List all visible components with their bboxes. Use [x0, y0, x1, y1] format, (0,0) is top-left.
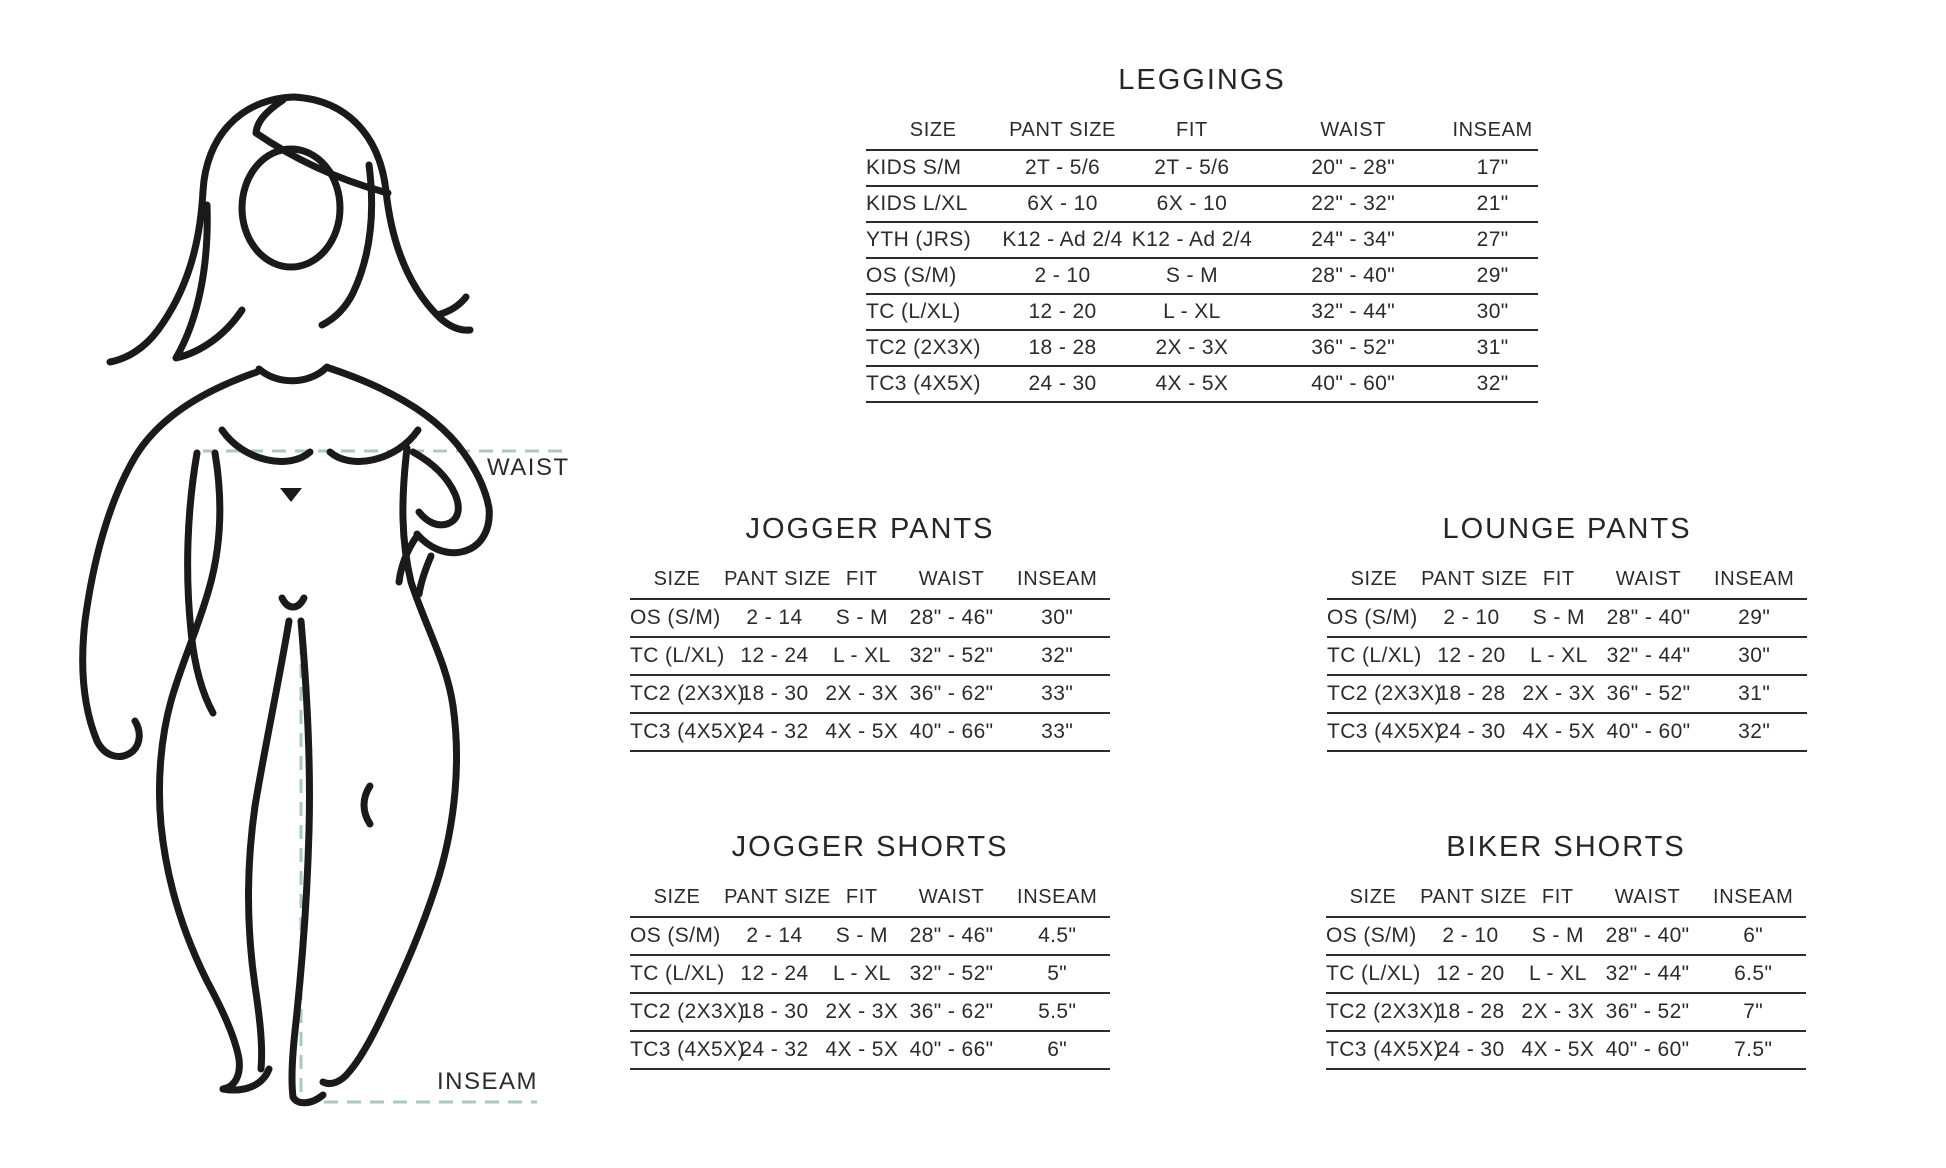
value-cell: 40" - 66" [899, 713, 1005, 751]
woman-figure-illustration [40, 30, 620, 1160]
size-cell: TC3 (4X5X) [1327, 713, 1421, 751]
value-cell: 30" [1701, 637, 1807, 675]
table-row [630, 917, 1110, 955]
leggings-size-chart [866, 62, 1538, 403]
size-cell: YTH (JRS) [866, 222, 1000, 258]
size-cell: OS (S/M) [630, 599, 724, 637]
col-header-size: SIZE [1327, 561, 1421, 599]
size-cell: TC2 (2X3X) [866, 330, 1000, 366]
jogger-shorts-table [630, 879, 1110, 1070]
size-cell: TC2 (2X3X) [1326, 993, 1420, 1031]
col-header-pant-size: PANT SIZE [724, 561, 825, 599]
table-row [866, 222, 1538, 258]
table-title-lounge-pants: LOUNGE PANTS [1442, 513, 1692, 545]
col-header-inseam: INSEAM [1004, 561, 1110, 599]
table-row [1327, 713, 1807, 751]
table-row [1326, 917, 1806, 955]
size-cell: TC2 (2X3X) [1327, 675, 1421, 713]
value-cell: 6X - 10 [1000, 186, 1124, 222]
table-row [866, 186, 1538, 222]
col-header-pant-size: PANT SIZE [1420, 879, 1521, 917]
value-cell: 18 - 28 [1421, 675, 1522, 713]
value-cell: 21" [1447, 186, 1538, 222]
value-cell: 33" [1004, 713, 1110, 751]
value-cell: 24 - 30 [1420, 1031, 1521, 1069]
value-cell: 7.5" [1700, 1031, 1806, 1069]
size-cell: TC (L/XL) [630, 637, 724, 675]
table-row [1326, 993, 1806, 1031]
col-header-inseam: INSEAM [1004, 879, 1110, 917]
table-title-jogger-pants: JOGGER PANTS [745, 513, 995, 545]
value-cell: L - XL [1522, 637, 1596, 675]
table-row [1327, 599, 1807, 637]
value-cell: 5" [1004, 955, 1110, 993]
value-cell: 2 - 10 [1421, 599, 1522, 637]
value-cell: 40" - 60" [1596, 713, 1702, 751]
size-cell: TC2 (2X3X) [630, 993, 724, 1031]
table-row [866, 330, 1538, 366]
value-cell: 40" - 60" [1595, 1031, 1701, 1069]
value-cell: 12 - 20 [1000, 294, 1124, 330]
size-cell: TC3 (4X5X) [866, 366, 1000, 402]
value-cell: 36" - 52" [1595, 993, 1701, 1031]
size-cell: TC3 (4X5X) [1326, 1031, 1420, 1069]
value-cell: 12 - 20 [1420, 955, 1521, 993]
value-cell: 31" [1701, 675, 1807, 713]
value-cell: 32" - 44" [1596, 637, 1702, 675]
value-cell: 2T - 5/6 [1000, 150, 1124, 186]
biker-shorts-table [1326, 879, 1806, 1070]
value-cell: 6" [1700, 917, 1806, 955]
value-cell: 18 - 30 [724, 675, 825, 713]
jogger-pants-size-chart [630, 511, 1110, 752]
jogger-shorts-size-chart [630, 829, 1110, 1070]
value-cell: 40" - 60" [1259, 366, 1447, 402]
col-header-size: SIZE [1326, 879, 1420, 917]
value-cell: 2X - 3X [825, 675, 899, 713]
value-cell: S - M [825, 917, 899, 955]
value-cell: 32" - 44" [1259, 294, 1447, 330]
value-cell: 24 - 30 [1000, 366, 1124, 402]
header-row [866, 112, 1538, 150]
size-cell: KIDS S/M [866, 150, 1000, 186]
value-cell: 28" - 40" [1596, 599, 1702, 637]
value-cell: 30" [1447, 294, 1538, 330]
table-row [1326, 955, 1806, 993]
value-cell: 2T - 5/6 [1125, 150, 1259, 186]
value-cell: 6.5" [1700, 955, 1806, 993]
value-cell: L - XL [825, 637, 899, 675]
col-header-pant-size: PANT SIZE [1421, 561, 1522, 599]
value-cell: 32" [1701, 713, 1807, 751]
value-cell: 18 - 28 [1420, 993, 1521, 1031]
table-title-biker-shorts: BIKER SHORTS [1446, 831, 1686, 863]
value-cell: 36" - 62" [899, 675, 1005, 713]
value-cell: S - M [825, 599, 899, 637]
value-cell: 28" - 40" [1595, 917, 1701, 955]
size-cell: TC3 (4X5X) [630, 1031, 724, 1069]
value-cell: 2 - 10 [1420, 917, 1521, 955]
header-row [630, 879, 1110, 917]
inseam-measurement-label: INSEAM [437, 1068, 539, 1095]
value-cell: 18 - 30 [724, 993, 825, 1031]
value-cell: 6" [1004, 1031, 1110, 1069]
table-row [1327, 675, 1807, 713]
table-row [630, 675, 1110, 713]
table-title-jogger-shorts: JOGGER SHORTS [731, 831, 1009, 863]
size-cell: TC (L/XL) [1327, 637, 1421, 675]
value-cell: 2 - 14 [724, 599, 825, 637]
value-cell: S - M [1521, 917, 1595, 955]
value-cell: 32" - 52" [899, 637, 1005, 675]
size-cell: TC (L/XL) [866, 294, 1000, 330]
value-cell: 4.5" [1004, 917, 1110, 955]
value-cell: 4X - 5X [825, 713, 899, 751]
col-header-waist: WAIST [1259, 112, 1447, 150]
biker-shorts-size-chart [1326, 829, 1806, 1070]
header-row [630, 561, 1110, 599]
value-cell: 4X - 5X [1522, 713, 1596, 751]
value-cell: 29" [1701, 599, 1807, 637]
table-row [866, 258, 1538, 294]
value-cell: 24" - 34" [1259, 222, 1447, 258]
col-header-fit: FIT [825, 561, 899, 599]
header-row [1326, 879, 1806, 917]
table-row [1327, 637, 1807, 675]
value-cell: S - M [1522, 599, 1596, 637]
table-row [630, 637, 1110, 675]
value-cell: 40" - 66" [899, 1031, 1005, 1069]
size-cell: OS (S/M) [866, 258, 1000, 294]
col-header-fit: FIT [1521, 879, 1595, 917]
size-cell: TC (L/XL) [1326, 955, 1420, 993]
value-cell: 28" - 46" [899, 599, 1005, 637]
size-cell: TC2 (2X3X) [630, 675, 724, 713]
value-cell: 30" [1004, 599, 1110, 637]
value-cell: 20" - 28" [1259, 150, 1447, 186]
value-cell: 4X - 5X [825, 1031, 899, 1069]
value-cell: 4X - 5X [1125, 366, 1259, 402]
col-header-inseam: INSEAM [1700, 879, 1806, 917]
table-row [866, 294, 1538, 330]
value-cell: K12 - Ad 2/4 [1000, 222, 1124, 258]
col-header-waist: WAIST [899, 561, 1005, 599]
value-cell: L - XL [1125, 294, 1259, 330]
leggings-table [866, 112, 1538, 403]
value-cell: 5.5" [1004, 993, 1110, 1031]
waist-measurement-label: WAIST [487, 454, 570, 481]
value-cell: 2 - 14 [724, 917, 825, 955]
col-header-pant-size: PANT SIZE [724, 879, 825, 917]
value-cell: 2X - 3X [1521, 993, 1595, 1031]
value-cell: 27" [1447, 222, 1538, 258]
value-cell: L - XL [1521, 955, 1595, 993]
col-header-waist: WAIST [899, 879, 1005, 917]
value-cell: 12 - 24 [724, 955, 825, 993]
value-cell: 24 - 32 [724, 1031, 825, 1069]
value-cell: 29" [1447, 258, 1538, 294]
value-cell: 36" - 62" [899, 993, 1005, 1031]
size-cell: OS (S/M) [1327, 599, 1421, 637]
value-cell: 33" [1004, 675, 1110, 713]
value-cell: 6X - 10 [1125, 186, 1259, 222]
table-row [630, 993, 1110, 1031]
value-cell: 22" - 32" [1259, 186, 1447, 222]
value-cell: L - XL [825, 955, 899, 993]
col-header-fit: FIT [825, 879, 899, 917]
value-cell: 2X - 3X [825, 993, 899, 1031]
col-header-size: SIZE [866, 112, 1000, 150]
col-header-waist: WAIST [1596, 561, 1702, 599]
col-header-inseam: INSEAM [1701, 561, 1807, 599]
table-row [1326, 1031, 1806, 1069]
table-row [630, 599, 1110, 637]
size-cell: KIDS L/XL [866, 186, 1000, 222]
value-cell: 2X - 3X [1125, 330, 1259, 366]
table-row [630, 955, 1110, 993]
header-row [1327, 561, 1807, 599]
value-cell: K12 - Ad 2/4 [1125, 222, 1259, 258]
value-cell: 24 - 30 [1421, 713, 1522, 751]
table-row [630, 713, 1110, 751]
col-header-size: SIZE [630, 879, 724, 917]
size-cell: TC3 (4X5X) [630, 713, 724, 751]
value-cell: 31" [1447, 330, 1538, 366]
table-row [866, 150, 1538, 186]
col-header-inseam: INSEAM [1447, 112, 1538, 150]
jogger-pants-table [630, 561, 1110, 752]
value-cell: 18 - 28 [1000, 330, 1124, 366]
value-cell: 7" [1700, 993, 1806, 1031]
size-cell: OS (S/M) [1326, 917, 1420, 955]
size-cell: OS (S/M) [630, 917, 724, 955]
table-row [866, 366, 1538, 402]
value-cell: 28" - 40" [1259, 258, 1447, 294]
body-outline [83, 97, 490, 1103]
value-cell: 32" - 52" [899, 955, 1005, 993]
lounge-pants-size-chart [1327, 511, 1807, 752]
col-header-waist: WAIST [1595, 879, 1701, 917]
value-cell: 36" - 52" [1259, 330, 1447, 366]
value-cell: 4X - 5X [1521, 1031, 1595, 1069]
value-cell: 32" [1447, 366, 1538, 402]
value-cell: 32" - 44" [1595, 955, 1701, 993]
value-cell: 24 - 32 [724, 713, 825, 751]
lounge-pants-table [1327, 561, 1807, 752]
size-cell: TC (L/XL) [630, 955, 724, 993]
navel-mark [280, 488, 302, 502]
value-cell: 17" [1447, 150, 1538, 186]
col-header-pant-size: PANT SIZE [1000, 112, 1124, 150]
table-title-leggings: LEGGINGS [1118, 64, 1286, 96]
value-cell: 36" - 52" [1596, 675, 1702, 713]
col-header-fit: FIT [1522, 561, 1596, 599]
value-cell: 12 - 24 [724, 637, 825, 675]
value-cell: 32" [1004, 637, 1110, 675]
value-cell: 12 - 20 [1421, 637, 1522, 675]
col-header-fit: FIT [1125, 112, 1259, 150]
value-cell: S - M [1125, 258, 1259, 294]
value-cell: 28" - 46" [899, 917, 1005, 955]
col-header-size: SIZE [630, 561, 724, 599]
table-row [630, 1031, 1110, 1069]
value-cell: 2 - 10 [1000, 258, 1124, 294]
value-cell: 2X - 3X [1522, 675, 1596, 713]
